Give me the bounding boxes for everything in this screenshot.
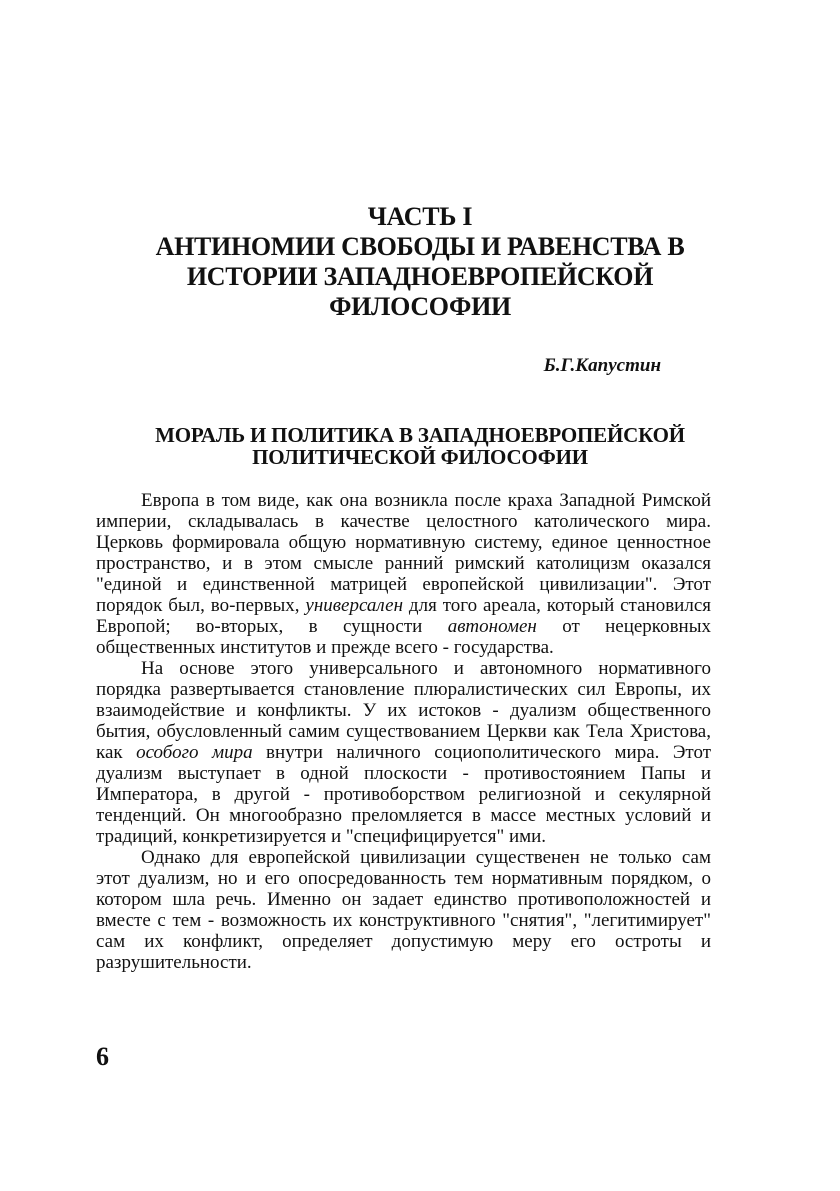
part-title-line-1: АНТИНОМИИ СВОБОДЫ И РАВЕНСТВА В — [155, 232, 685, 261]
article-title-line-2: ПОЛИТИЧЕСКОЙ ФИЛОСОФИИ — [252, 445, 588, 469]
paragraph-2-emphasis-special-world: особого мира — [136, 742, 253, 763]
part-title-line-3: ФИЛОСОФИИ — [329, 292, 511, 321]
paragraph-1-emphasis-autonomous: автономен — [447, 616, 537, 637]
article-body — [96, 490, 711, 973]
page-number: 6 — [96, 1042, 109, 1071]
paragraph-1-text-b: для того ареала, который становился Европой; во-вторых, в сущности — [96, 595, 711, 637]
paragraph-3 — [96, 847, 711, 973]
part-heading — [100, 202, 740, 322]
paragraph-2-text-b: внутри наличного социополитического мира. Этот дуализм выступает в одной плоскости - противостоянием Папы и Императора, в другой - противоборством религиозной и секулярной тенденций. Он многообразно преломляется в массе местных условий и традиций, конкретизируется и "специфицируется" ими. — [96, 742, 711, 847]
paragraph-2 — [96, 658, 711, 847]
paragraph-3-text: Однако для европейской цивилизации существенен не только сам этот дуализм, но и его опосредованность тем нормативным порядком, о котором шла речь. Именно он задает единство противоположностей и вместе с тем - возможность их конструктивного "снятия", "легитимирует" сам их конфликт, определяет допустимую меру его остроты и разрушительности. — [96, 847, 711, 973]
part-title-line-2: ИСТОРИИ ЗАПАДНОЕВРОПЕЙСКОЙ — [186, 262, 654, 291]
part-label: ЧАСТЬ I — [367, 202, 473, 231]
paragraph-1 — [96, 490, 711, 658]
article-title — [100, 424, 740, 468]
paragraph-1-text-c: от нецерковных общественных институтов и прежде всего - государства. — [96, 616, 711, 658]
article-title-line-1: МОРАЛЬ И ПОЛИТИКА В ЗАПАДНОЕВРОПЕЙСКОЙ — [155, 423, 685, 447]
author-name: Б.Г.Капустин — [543, 355, 661, 376]
paragraph-1-text-a: Европа в том виде, как она возникла после краха Западной Римской империи, складывалась в качестве целостного католического мира. Церковь формировала общую нормативную систему, единое ценностное пространство, и в этом смысле ранний римский католицизм оказался "единой и единственной матрицей европейской цивилизации". Этот порядок был, во-первых, — [96, 490, 711, 616]
paragraph-2-text-a: На основе этого универсального и автономного нормативного порядка развертывается становление плюралистических сил Европы, их взаимодействие и конфликты. У их истоков - дуализм общественного бытия, обусловленный самим существованием Церкви как Тела Христова, как — [96, 658, 711, 763]
paragraph-1-emphasis-universal: универсален — [305, 595, 404, 616]
